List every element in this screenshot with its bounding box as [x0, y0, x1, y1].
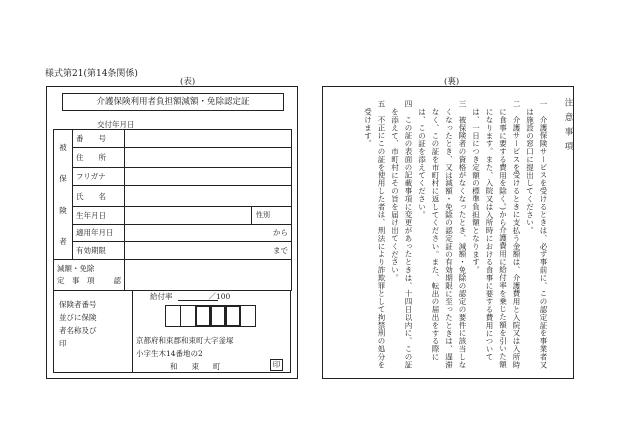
note-item-4: 四 この証の表面の記載事項に変更があったときは、十四日以内に、この証を添えて、市町村にその旨を届け出てください。	[390, 100, 413, 369]
insured-char-1: 被	[59, 143, 67, 153]
issue-date-label: 交付年月日	[97, 120, 135, 129]
insurer-digit-box	[180, 305, 196, 327]
insurer-label-line-3: 者名称及び	[59, 326, 97, 335]
benefit-rate-underline	[178, 300, 218, 301]
valid-until-suffix: まで	[125, 242, 292, 260]
insured-vertical-label	[54, 130, 73, 260]
name-value	[125, 186, 292, 207]
notes-body	[330, 100, 550, 370]
form-number: 様式第21(第14条関係)	[45, 69, 138, 79]
insured-info-table	[53, 129, 292, 291]
insurer-digit-box	[165, 305, 181, 327]
sex-label: 性別	[256, 210, 270, 219]
insurer-number-boxes	[166, 305, 256, 327]
front-side-label: (表)	[180, 77, 196, 87]
address-label: 住 所	[73, 147, 125, 168]
insurer-address-line-1: 京都府和束郡和束町大字釜塚	[136, 336, 234, 345]
back-side-label: (裏)	[444, 77, 460, 87]
insured-char-4: 者	[59, 236, 67, 246]
seal-box: 印	[270, 359, 283, 371]
number-value	[125, 130, 292, 148]
insurer-label-line-1: 保険者番号	[59, 300, 97, 309]
benefit-rate-label: 給付率	[150, 292, 173, 301]
furigana-label: フリガナ	[73, 168, 125, 186]
certificate-title: 介護保険利用者負担額減額・免除認定証	[62, 93, 284, 111]
reduction-label-1: 減額・免除	[57, 264, 95, 273]
insurer-digit-box	[210, 305, 226, 327]
note-item-5: 五 不正にこの証を使用した者は、刑法により詐欺罪として拘禁刑の処分を受けます。	[363, 100, 386, 369]
insurer-label-line-4: 印	[59, 339, 67, 348]
notes-title: 注意事項	[563, 98, 573, 156]
insured-char-3: 険	[59, 205, 67, 215]
birthdate-label: 生年月日	[73, 206, 125, 224]
note-item-3: 三 被保険者の資格がなくなったとき、減額・免除の認定の要件に該当しなくなったとき、又は減額・免除の認定証の有効期限に至ったときは、遅滞なく、この証を市町村に返してください。また、転出の届出をする際には、この証を添えてください。	[417, 100, 467, 369]
valid-until-label: 有効期限	[73, 242, 125, 260]
insurer-digit-box	[195, 305, 211, 327]
insurer-label-line-2: 並びに保険	[59, 313, 97, 322]
insurer-digit-box	[240, 305, 256, 327]
reduction-label-3: 定 事 項	[57, 276, 95, 285]
insurer-town-name: 和束町	[170, 362, 235, 371]
number-label: 番 号	[73, 130, 125, 148]
reduction-matters-label	[54, 260, 125, 291]
address-value	[125, 147, 292, 168]
furigana-value	[125, 168, 292, 186]
note-item-1: 一 介護保険サービスを受けるときは、必ず事前に、この認定証を事業者又は施設の窓口に提出してください。	[525, 100, 548, 369]
reduction-matters-value	[125, 260, 292, 291]
name-label: 氏 名	[73, 186, 125, 207]
reduction-label-2: 認	[113, 276, 121, 285]
insurer-address-line-2: 小字生木14番地の2	[136, 349, 203, 358]
insurer-label	[53, 291, 133, 373]
insured-char-2: 保	[59, 174, 67, 184]
benefit-rate-denominator: ／100	[208, 292, 231, 301]
applied-date-suffix: から	[125, 224, 292, 242]
applied-date-label: 適用年月日	[73, 224, 125, 242]
birthdate-value	[125, 206, 252, 224]
note-item-2: 二 介護サービスを受けるときに支払う金額は、介護費用と入院又は入所時に食事に要する費用を除く。)から介護費用に給付率を乗じた額を引いた額になります。また、入院又は入所時における食事に要する費用については、一日につき定額の標準負担額となります。	[471, 100, 521, 369]
insurer-digit-box	[225, 305, 241, 327]
sex-cell	[252, 206, 292, 224]
